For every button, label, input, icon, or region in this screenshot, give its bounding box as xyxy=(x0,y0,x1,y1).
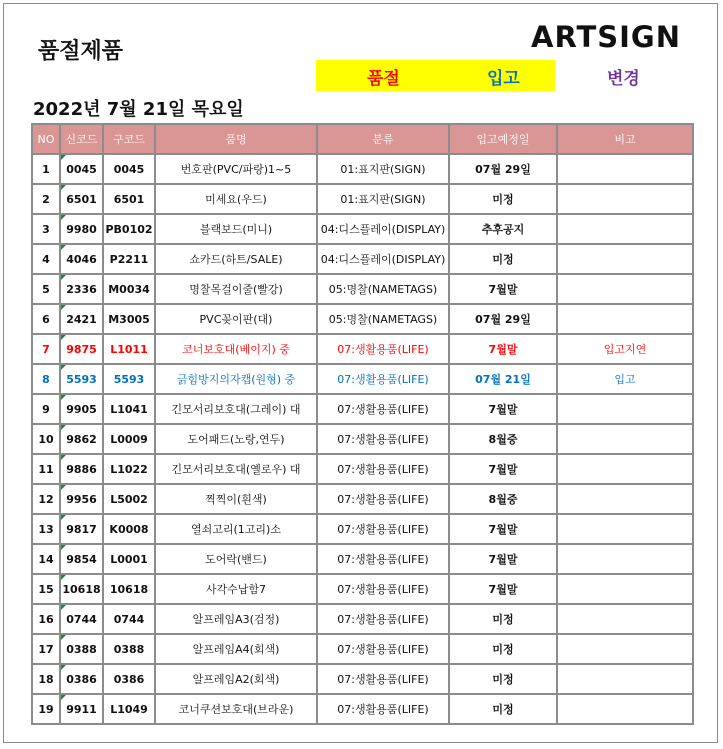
header-category: 분류 xyxy=(317,124,449,154)
cell-new-code: 0386 xyxy=(60,664,103,694)
cell-no: 9 xyxy=(32,394,60,424)
cell-eta: 07월 21일 xyxy=(449,364,557,394)
cell-product-name: 도어락(밴드) xyxy=(155,544,317,574)
cell-eta: 미정 xyxy=(449,604,557,634)
cell-category: 07:생활용품(LIFE) xyxy=(317,604,449,634)
table-row xyxy=(32,334,693,364)
legend-instock: 입고 xyxy=(487,69,520,89)
cell-category: 05:명찰(NAMETAGS) xyxy=(317,274,449,304)
cell-no: 7 xyxy=(32,334,60,364)
legend-change: 변경 xyxy=(607,69,640,89)
cell-category: 07:생활용품(LIFE) xyxy=(317,364,449,394)
cell-no: 1 xyxy=(32,154,60,184)
cell-note xyxy=(557,694,693,724)
cell-product-name: 쇼카드(하트/SALE) xyxy=(155,244,317,274)
cell-old-code: L1011 xyxy=(103,334,155,364)
cell-no: 15 xyxy=(32,574,60,604)
cell-old-code: L1049 xyxy=(103,694,155,724)
table-row xyxy=(32,304,693,334)
cell-old-code: 0744 xyxy=(103,604,155,634)
header-no: NO xyxy=(32,124,60,154)
cell-old-code: 0386 xyxy=(103,664,155,694)
cell-eta: 미정 xyxy=(449,694,557,724)
cell-new-code: 10618 xyxy=(60,574,103,604)
cell-no: 13 xyxy=(32,514,60,544)
table-row xyxy=(32,364,693,394)
cell-no: 18 xyxy=(32,664,60,694)
cell-eta: 미정 xyxy=(449,184,557,214)
cell-product-name: 알프레임A4(회색) xyxy=(155,634,317,664)
cell-new-code: 9854 xyxy=(60,544,103,574)
brand-logo: ARTSIGN xyxy=(531,20,682,54)
cell-category: 04:디스플레이(DISPLAY) xyxy=(317,214,449,244)
cell-new-code: 9817 xyxy=(60,514,103,544)
cell-eta: 미정 xyxy=(449,634,557,664)
cell-category: 07:생활용품(LIFE) xyxy=(317,694,449,724)
cell-note xyxy=(557,304,693,334)
table-row xyxy=(32,394,693,424)
cell-note xyxy=(557,154,693,184)
table-row xyxy=(32,514,693,544)
report-date: 2022년 7월 21일 목요일 xyxy=(33,99,244,120)
cell-category: 07:생활용품(LIFE) xyxy=(317,454,449,484)
cell-new-code: 2421 xyxy=(60,304,103,334)
legend-soldout: 품절 xyxy=(367,69,400,89)
cell-product-name: 번호판(PVC/파랑)1~5 xyxy=(155,154,317,184)
table-row xyxy=(32,544,693,574)
cell-new-code: 6501 xyxy=(60,184,103,214)
header-old-code: 구코드 xyxy=(103,124,155,154)
cell-no: 16 xyxy=(32,604,60,634)
cell-new-code: 4046 xyxy=(60,244,103,274)
table-row xyxy=(32,214,693,244)
cell-no: 19 xyxy=(32,694,60,724)
cell-eta: 7월말 xyxy=(449,454,557,484)
cell-product-name: 블랙보드(미니) xyxy=(155,214,317,244)
cell-category: 07:생활용품(LIFE) xyxy=(317,484,449,514)
cell-eta: 7월말 xyxy=(449,394,557,424)
cell-old-code: 5593 xyxy=(103,364,155,394)
cell-new-code: 0744 xyxy=(60,604,103,634)
table-row xyxy=(32,424,693,454)
table-row xyxy=(32,574,693,604)
cell-old-code: L1041 xyxy=(103,394,155,424)
cell-old-code: K0008 xyxy=(103,514,155,544)
cell-eta: 07월 29일 xyxy=(449,154,557,184)
cell-no: 3 xyxy=(32,214,60,244)
cell-new-code: 9956 xyxy=(60,484,103,514)
cell-no: 17 xyxy=(32,634,60,664)
cell-product-name: 찍찍이(흰색) xyxy=(155,484,317,514)
cell-category: 04:디스플레이(DISPLAY) xyxy=(317,244,449,274)
cell-product-name: 긴모서리보호대(그레이) 대 xyxy=(155,394,317,424)
cell-category: 07:생활용품(LIFE) xyxy=(317,424,449,454)
cell-old-code: 10618 xyxy=(103,574,155,604)
cell-new-code: 0045 xyxy=(60,154,103,184)
cell-category: 07:생활용품(LIFE) xyxy=(317,334,449,364)
cell-eta: 8월중 xyxy=(449,424,557,454)
cell-new-code: 9875 xyxy=(60,334,103,364)
cell-eta: 7월말 xyxy=(449,574,557,604)
cell-old-code: M3005 xyxy=(103,304,155,334)
cell-no: 11 xyxy=(32,454,60,484)
cell-old-code: L0001 xyxy=(103,544,155,574)
cell-old-code: 0045 xyxy=(103,154,155,184)
table-row xyxy=(32,694,693,724)
table-row xyxy=(32,634,693,664)
cell-new-code: 9862 xyxy=(60,424,103,454)
cell-new-code: 9980 xyxy=(60,214,103,244)
table-header-row xyxy=(32,124,693,154)
cell-note xyxy=(557,244,693,274)
cell-note xyxy=(557,214,693,244)
cell-product-name: 코너보호대(베이지) 중 xyxy=(155,334,317,364)
header-product-name: 품명 xyxy=(155,124,317,154)
cell-eta: 7월말 xyxy=(449,334,557,364)
cell-product-name: 긴모서리보호대(옐로우) 대 xyxy=(155,454,317,484)
cell-no: 2 xyxy=(32,184,60,214)
cell-no: 5 xyxy=(32,274,60,304)
page-title: 품절제품 xyxy=(38,39,124,64)
cell-new-code: 5593 xyxy=(60,364,103,394)
cell-category: 07:생활용품(LIFE) xyxy=(317,664,449,694)
cell-new-code: 2336 xyxy=(60,274,103,304)
cell-product-name: 알프레임A2(회색) xyxy=(155,664,317,694)
table-row xyxy=(32,184,693,214)
cell-new-code: 0388 xyxy=(60,634,103,664)
cell-old-code: M0034 xyxy=(103,274,155,304)
cell-product-name: 명찰목걸이줄(빨강) xyxy=(155,274,317,304)
cell-category: 07:생활용품(LIFE) xyxy=(317,514,449,544)
cell-note xyxy=(557,514,693,544)
cell-note xyxy=(557,184,693,214)
cell-no: 4 xyxy=(32,244,60,274)
cell-no: 12 xyxy=(32,484,60,514)
cell-old-code: 6501 xyxy=(103,184,155,214)
cell-category: 07:생활용품(LIFE) xyxy=(317,574,449,604)
soldout-table xyxy=(31,123,694,725)
cell-category: 07:생활용품(LIFE) xyxy=(317,394,449,424)
cell-eta: 7월말 xyxy=(449,514,557,544)
cell-eta: 8월중 xyxy=(449,484,557,514)
cell-eta: 미정 xyxy=(449,244,557,274)
cell-note xyxy=(557,634,693,664)
cell-note: 입고 xyxy=(557,364,693,394)
cell-old-code: L5002 xyxy=(103,484,155,514)
cell-product-name: 코너쿠션보호대(브라운) xyxy=(155,694,317,724)
cell-product-name: 사각수납함7 xyxy=(155,574,317,604)
cell-product-name: PVC꽂이판(대) xyxy=(155,304,317,334)
table-row xyxy=(32,454,693,484)
cell-no: 14 xyxy=(32,544,60,574)
cell-note xyxy=(557,274,693,304)
cell-note xyxy=(557,394,693,424)
cell-category: 01:표지판(SIGN) xyxy=(317,154,449,184)
cell-category: 07:생활용품(LIFE) xyxy=(317,544,449,574)
header-new-code: 신코드 xyxy=(60,124,103,154)
cell-no: 10 xyxy=(32,424,60,454)
cell-note xyxy=(557,424,693,454)
cell-old-code: PB0102 xyxy=(103,214,155,244)
cell-old-code: P2211 xyxy=(103,244,155,274)
cell-product-name: 미세요(우드) xyxy=(155,184,317,214)
cell-old-code: L0009 xyxy=(103,424,155,454)
cell-old-code: L1022 xyxy=(103,454,155,484)
cell-product-name: 열쇠고리(1고리)소 xyxy=(155,514,317,544)
table-row xyxy=(32,274,693,304)
header-eta: 입고예정일 xyxy=(449,124,557,154)
table-row xyxy=(32,244,693,274)
cell-note xyxy=(557,574,693,604)
cell-new-code: 9886 xyxy=(60,454,103,484)
table-row xyxy=(32,154,693,184)
cell-new-code: 9905 xyxy=(60,394,103,424)
table-row xyxy=(32,664,693,694)
cell-eta: 추후공지 xyxy=(449,214,557,244)
table-row xyxy=(32,604,693,634)
cell-note xyxy=(557,664,693,694)
header-note: 비고 xyxy=(557,124,693,154)
cell-note xyxy=(557,454,693,484)
cell-new-code: 9911 xyxy=(60,694,103,724)
cell-note: 입고지연 xyxy=(557,334,693,364)
cell-eta: 7월말 xyxy=(449,544,557,574)
cell-note xyxy=(557,544,693,574)
cell-old-code: 0388 xyxy=(103,634,155,664)
cell-note xyxy=(557,484,693,514)
cell-eta: 미정 xyxy=(449,664,557,694)
cell-category: 05:명찰(NAMETAGS) xyxy=(317,304,449,334)
cell-product-name: 도어패드(노랑,연두) xyxy=(155,424,317,454)
cell-eta: 7월말 xyxy=(449,274,557,304)
cell-product-name: 긁힘방지의자캡(원형) 중 xyxy=(155,364,317,394)
cell-product-name: 알프레임A3(검정) xyxy=(155,604,317,634)
cell-eta: 07월 29일 xyxy=(449,304,557,334)
cell-no: 8 xyxy=(32,364,60,394)
table-row xyxy=(32,484,693,514)
cell-note xyxy=(557,604,693,634)
cell-category: 07:생활용품(LIFE) xyxy=(317,634,449,664)
cell-no: 6 xyxy=(32,304,60,334)
cell-category: 01:표지판(SIGN) xyxy=(317,184,449,214)
